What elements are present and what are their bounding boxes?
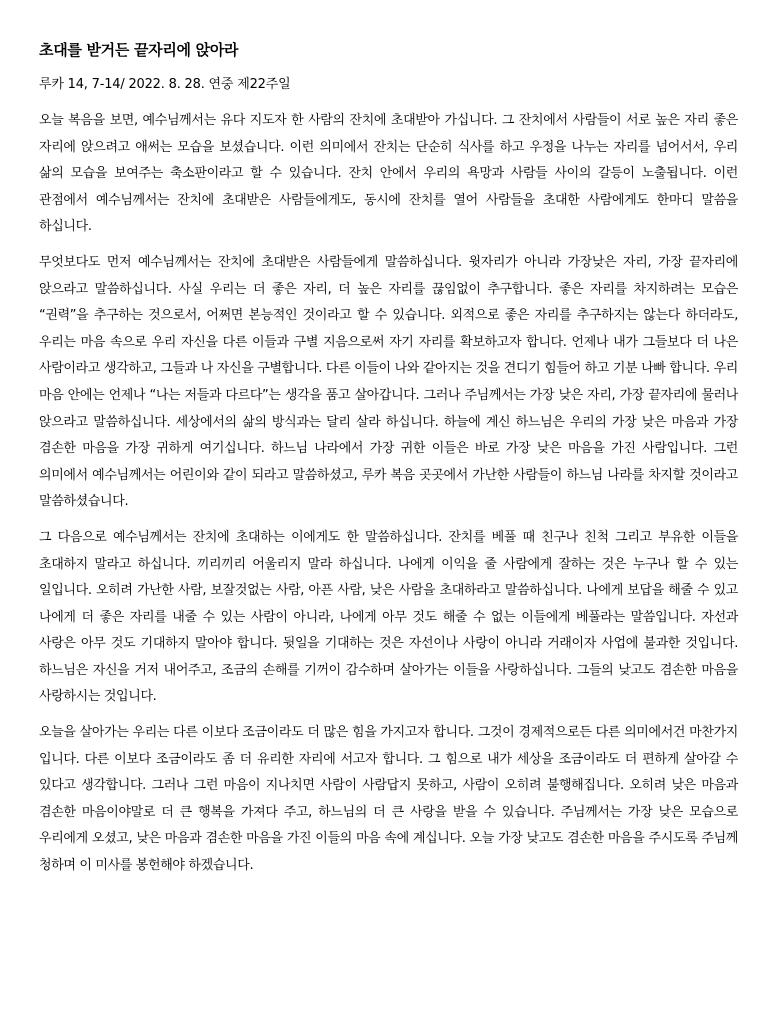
paragraph-2: 무엇보다도 먼저 예수님께서는 잔치에 초대받은 사람들에게 말씀하십니다. 윗자리가 아니라 가장낮은 자리, 가장 끝자리에 앉으라고 말씀하십니다. 사실 우리는 더 좋은 자리, 더 높은 자리를 끊임없이 추구합니다. 좋은 자리를 차지하려는 모습은 “권력”을 추구하는 것으로서, 어쩌면 본능적인 것이라고 할 수 있습니다. 외적으로 좋은 자리를 추구하지는 않는다 하더라도, 우리는 마음 속으로 우리 자신을 다른 이들과 구별 지음으로써 자기 자리를 확보하고자 합니다. 언제나 내가 그들보다 더 나은 사람이라고 생각하고, 그들과 나 자신을 구별합니다. 다른 이들이 나와 같아지는 것을 견디기 힘들어 하고 기분 나빠 합니다. 우리 마음 안에는 언제나 “나는 저들과 다르다”는 생각을 품고 살아갑니다. 그러나 주님께서는 가장 낮은 자리, 가장 끝자리에 물러나 앉으라고 말씀하십니다. 세상에서의 삶의 방식과는 달리 살라 하십니다. 하늘에 계신 하느님은 우리의 가장 낮은 마음과 가장 겸손한 마음을 가장 귀하게 여기십니다. 하느님 나라에서 가장 귀한 이들은 바로 가장 낮은 마음을 가진 사람입니다. 그런 의미에서 예수님께서는 어린이와 같이 되라고 말씀하셨고, 루카 복음 곳곳에서 가난한 사람들이 하느님 나라를 차지할 것이라고 말씀하셨습니다. [39, 254, 738, 510]
paragraph-4: 오늘을 살아가는 우리는 다른 이보다 조금이라도 더 많은 힘을 가지고자 합니다. 그것이 경제적으로든 다른 의미에서건 마찬가지 입니다. 다른 이보다 조금이라도 좀 더 유리한 자리에 서고자 합니다. 그 힘으로 내가 세상을 조금이라도 더 편하게 살아갈 수 있다고 생각합니다. 그러나 그런 마음이 지나치면 사람이 사람답지 못하고, 사람이 오히려 불행해집니다. 오히려 낮은 마음과 겸손한 마음이야말로 더 큰 행복을 가져다 주고, 하느님의 더 큰 사랑을 받을 수 있습니다. 주님께서는 가장 낮은 모습으로 우리에게 오셨고, 낮은 마음과 겸손한 마음을 가진 이들의 마음 속에 계십니다. 오늘 가장 낮고도 겸손한 마음을 주시도록 주님께 청하며 이 미사를 봉헌해야 하겠습니다. [39, 725, 738, 874]
paragraph-1: 오늘 복음을 보면, 예수님께서는 유다 지도자 한 사람의 잔치에 초대받아 가십니다. 그 잔치에서 사람들이 서로 높은 자리 좋은 자리에 앉으려고 애써는 모습을 보셨습니다. 이런 의미에서 잔치는 단순히 식사를 하고 우정을 나누는 자리를 넘어서서, 우리 삶의 모습을 보여주는 축소판이라고 할 수 있습니다. 잔치 안에서 우리의 욕망과 사람들 사이의 갈등이 노출됩니다. 이런 관점에서 예수님께서는 잔치에 초대받은 사람들에게도, 동시에 잔치를 열어 사람들을 초대한 사람에게도 한마디 말씀을 하십니다. [39, 113, 738, 235]
document-title: 초대를 받거든 끝자리에 앉아라 [39, 41, 239, 59]
scripture-reference-date: 루카 14, 7-14/ 2022. 8. 28. 연중 제22주일 [39, 77, 291, 92]
paragraph-3: 그 다음으로 예수님께서는 잔치에 초대하는 이에게도 한 말씀하십니다. 잔치를 베풀 때 친구나 친척 그리고 부유한 이들을 초대하지 말라고 하십니다. 끼리끼리 어울리지 말라 하십니다. 나에게 이익을 줄 사람에게 잘하는 것은 누구나 할 수 있는 일입니다. 오히려 가난한 사람, 보잘것없는 사람, 아픈 사람, 낮은 사람을 초대하라고 말씀하십니다. 나에게 보답을 해줄 수 있고 나에게 더 좋은 자리를 내줄 수 있는 사람이 아니라, 나에게 아무 것도 해줄 수 없는 이들에게 베풀라는 말씀입니다. 자선과 사랑은 아무 것도 기대하지 말아야 합니다. 뒷일을 기대하는 것은 자선이나 사랑이 아니라 거래이자 사업에 불과한 것입니다. 하느님은 자신을 거저 내어주고, 조금의 손해를 기꺼이 감수하며 살아가는 이들을 사랑하십니다. 그들의 낮고도 겸손한 마음을 사랑하시는 것입니다. [39, 529, 738, 705]
